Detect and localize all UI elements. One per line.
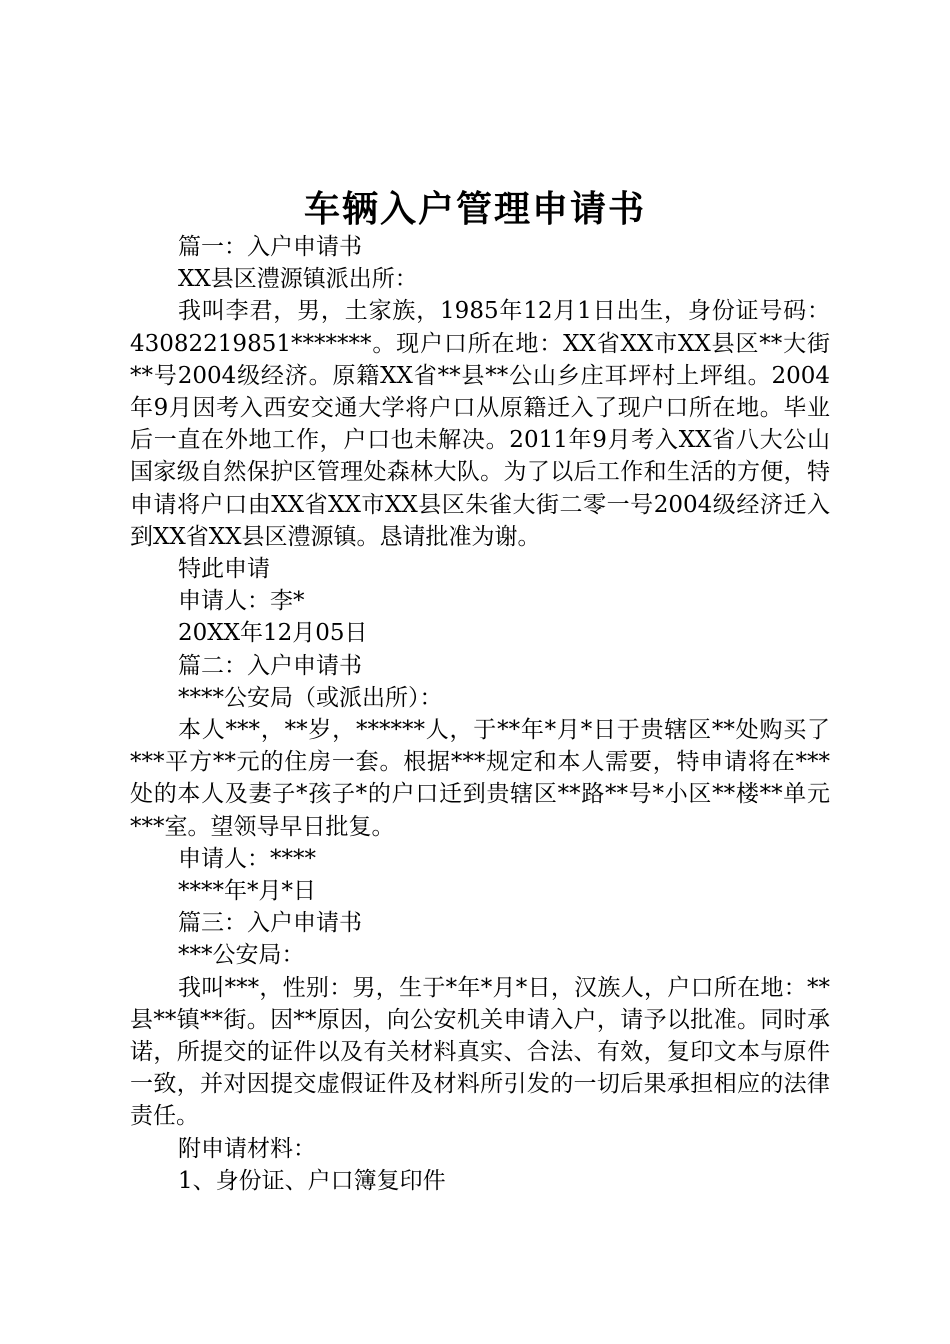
section-heading-2: 篇二：入户申请书 [178,652,362,679]
addressee-2: ****公安局（或派出所）： [178,684,443,711]
attachment-item-1: 1、身份证、户口簿复印件 [178,1167,446,1194]
document-body [130,231,830,1197]
addressee-1: XX县区澧源镇派出所： [178,266,418,293]
addressee-3: ***公安局： [178,942,305,969]
applicant-1: 申请人：李* [178,588,305,615]
closing-1: 特此申请 [178,556,270,583]
body-paragraph-3: 我叫***，性别：男，生于*年*月*日，汉族人，户口所在地：**县**镇**街。因**原因，向公安机关申请入户，请予以批准。同时承诺，所提交的证件以及有关材料真实、合法、有效，复印文本与原件一致，并对因提交虚假证件及材料所引发的一切后果承担相应的法律责任。 [130,974,830,1130]
document-title: 车辆入户管理申请书 [303,188,646,230]
date-1: 20XX年12月05日 [178,620,368,647]
applicant-2: 申请人：**** [178,845,316,872]
body-paragraph-2: 本人***，**岁，******人，于**年*月*日于贵辖区**处购买了***平方**元的住房一套。根据***规定和本人需要，特申请将在***处的本人及妻子*孩子*的户口迁到贵辖区**路**号*小区**楼**单元***室。望领导早日批复。 [130,717,830,840]
attachments-heading: 附申请材料： [178,1135,316,1162]
section-heading-3: 篇三：入户申请书 [178,910,362,937]
section-heading-1: 篇一：入户申请书 [178,234,362,260]
date-2: ****年*月*日 [178,878,316,905]
body-paragraph-1: 我叫李君，男，土家族，1985年12月1日出生，身份证号码：43082219851*******。现户口所在地：XX省XX市XX县区**大街**号2004级经济。原籍XX省**县**公山乡庄耳坪村上坪组。2004年9月因考入西安交通大学将户口从原籍迁入了现户口所在地。毕业后一直在外地工作，户口也未解决。2011年9月考入XX省八大公山国家级自然保护区管理处森林大队。为了以后工作和生活的方便，特申请将户口由XX省XX市XX县区朱雀大街二零一号2004级经济迁入到XX省XX县区澧源镇。恳请批准为谢。 [130,298,830,550]
